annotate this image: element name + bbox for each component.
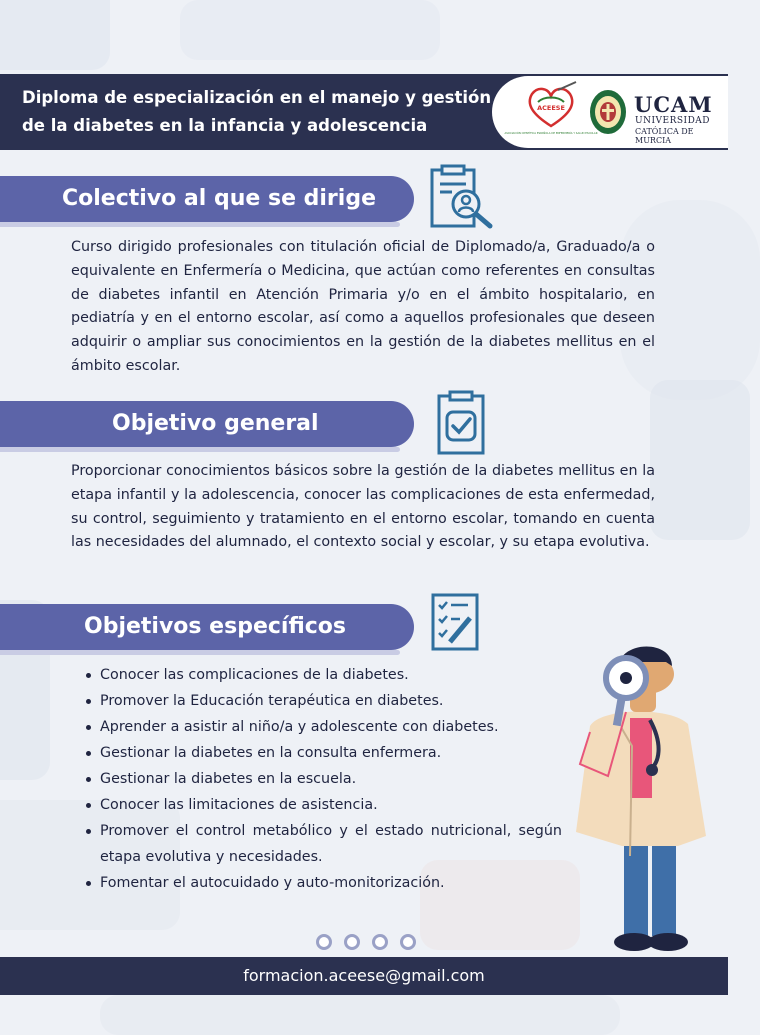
ucam-wordmark: UCAM	[634, 92, 713, 117]
ucam-subtitle-line2: CATÓLICA DE MURCIA	[635, 127, 694, 145]
footer-bar	[0, 957, 728, 995]
list-item: Conocer las complicaciones de la diabetes.	[84, 662, 562, 688]
list-item: Fomentar el autocuidado y auto-monitorización.	[84, 870, 562, 896]
section-title: Objetivos específicos	[84, 614, 347, 639]
aceese-logo-name: ACEESE	[537, 104, 565, 112]
document-search-icon	[428, 164, 500, 236]
page-dot	[316, 934, 332, 950]
page-dot	[344, 934, 360, 950]
section-heading-colectivo	[0, 176, 414, 222]
clipboard-check-icon	[436, 390, 486, 460]
list-item: Gestionar la diabetes en la consulta enfermera.	[84, 740, 562, 766]
section-heading-objetivos-especificos	[0, 604, 414, 650]
background-decoration	[180, 0, 440, 60]
list-item: Promover la Educación terapéutica en diabetes.	[84, 688, 562, 714]
colectivo-text: Curso dirigido profesionales con titulación oficial de Diplomado/a, Graduado/a o equivalente en Enfermería o Medicina, que actúan como referentes en consultas de diabetes infantil en Atención Primaria y/o en el ámbito hospitalario, en pediatría y en el entorno escolar, así como a aquellos profesionales que deseen adquirir o ampliar sus conocimientos en la gestión de la diabetes mellitus en el ámbito escolar.	[71, 239, 655, 374]
section-title: Colectivo al que se dirige	[62, 186, 376, 211]
background-decoration	[0, 0, 110, 70]
ucam-seal	[588, 88, 628, 136]
logo-container	[492, 76, 728, 148]
list-item: Conocer las limitaciones de asistencia.	[84, 792, 562, 818]
objetivo-general-text: Proporcionar conocimientos básicos sobre la gestión de la diabetes mellitus en la etapa infantil y la adolescencia, conocer las complicaciones de esta enfermedad, su control, seguimiento y tratamiento en el entorno escolar, tomando en cuenta las necesidades del alumnado, el contexto social y escolar, y su etapa evolutiva.	[71, 463, 655, 551]
ucam-subtitle-line1: UNIVERSIDAD	[635, 116, 711, 126]
doctor-magnifying-glass-illustration	[560, 636, 720, 956]
list-item: Promover el control metabólico y el estado nutricional, según etapa evolutiva y necesidades.	[84, 818, 562, 870]
list-item: Aprender a asistir al niño/a y adolescente con diabetes.	[84, 714, 562, 740]
section-heading-objetivo-general	[0, 401, 414, 447]
contact-email-link[interactable]: formacion.aceese@gmail.com	[243, 966, 485, 985]
pagination-dots	[316, 934, 416, 950]
page-dot	[400, 934, 416, 950]
aceese-logo	[504, 80, 598, 144]
aceese-logo-tagline: ASOCIACIÓN CIENTÍFICA ESPAÑOLA DE ENFERMERÍA Y SALUD ESCOLAR	[504, 132, 598, 135]
page-dot	[372, 934, 388, 950]
list-item: Gestionar la diabetes en la escuela.	[84, 766, 562, 792]
page-title: Diploma de especialización en el manejo y gestión de la diabetes en la infancia y adolescencia	[22, 88, 492, 135]
background-decoration	[100, 995, 620, 1035]
checklist-pencil-icon	[430, 592, 480, 656]
background-decoration	[650, 380, 750, 540]
section-title: Objetivo general	[112, 411, 319, 436]
objetivos-list	[84, 662, 562, 896]
